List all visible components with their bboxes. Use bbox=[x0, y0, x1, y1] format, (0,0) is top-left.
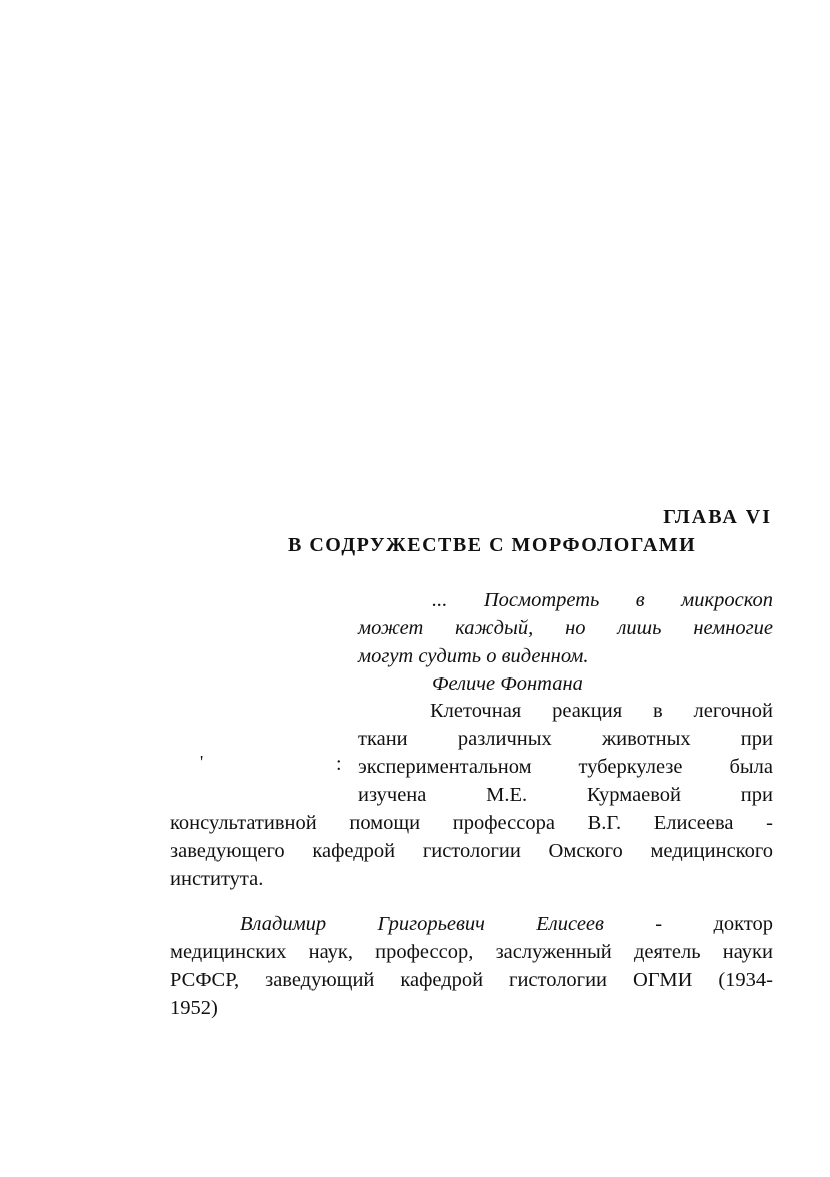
paragraph-line: медицинских наук, профессор, заслуженный деятель науки bbox=[170, 941, 773, 963]
paragraph-line: ткани различных животных при bbox=[358, 728, 773, 750]
paragraph-first-line bbox=[170, 910, 773, 938]
paragraph-1 bbox=[170, 697, 773, 893]
paragraph-line-rest: - доктор bbox=[655, 913, 774, 935]
paragraph-line: консультативной помощи профессора В.Г. Елисеева - bbox=[170, 812, 773, 834]
epigraph-author: Феличе Фонтана bbox=[432, 673, 583, 695]
stray-apostrophe-mark: ' bbox=[200, 752, 204, 772]
epigraph-line: ... Посмотреть в микроскоп bbox=[432, 589, 773, 611]
chapter-title: В СОДРУЖЕСТВЕ С МОРФОЛОГАМИ bbox=[288, 534, 697, 556]
chapter-number: ГЛАВА VI bbox=[663, 506, 772, 528]
paragraph-line: института. bbox=[170, 868, 264, 890]
stray-colon-mark: : bbox=[336, 753, 342, 775]
paragraph-line: заведующего кафедрой гистологии Омского медицинского bbox=[170, 840, 773, 862]
epigraph bbox=[358, 586, 773, 698]
paragraph-line: изучена М.Е. Курмаевой при bbox=[358, 784, 773, 806]
paragraph-line: РСФСР, заведующий кафедрой гистологии ОГМИ (1934- bbox=[170, 969, 773, 991]
person-name: Владимир Григорьевич Елисеев bbox=[240, 913, 604, 935]
epigraph-line: могут судить о виденном. bbox=[358, 645, 589, 667]
epigraph-line: может каждый, но лишь немногие bbox=[358, 617, 773, 639]
paragraph-line: 1952) bbox=[170, 997, 218, 1019]
paragraph-line: Клеточная реакция в легочной bbox=[430, 700, 773, 722]
paragraph-2 bbox=[170, 910, 773, 1022]
paragraph-line: экспериментальном туберкулезе была bbox=[358, 756, 773, 778]
